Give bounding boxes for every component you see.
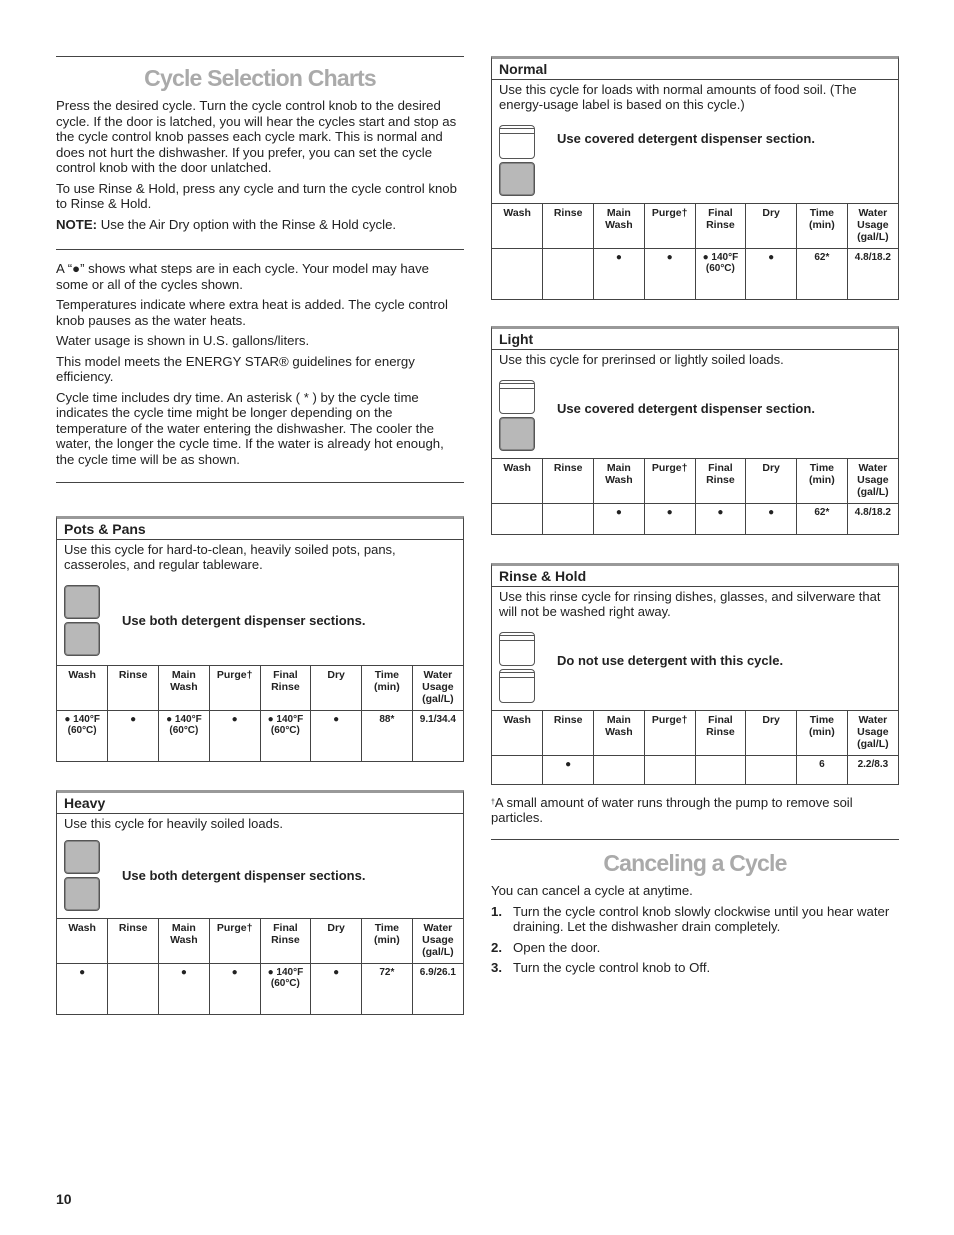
- note-text: Use the Air Dry option with the Rinse & Hold cycle.: [97, 216, 397, 232]
- table-cell: 2.2/8.3: [847, 756, 898, 785]
- cycle-name: Pots & Pans: [57, 519, 463, 540]
- table-cell: ●: [159, 964, 210, 1015]
- table-cell: [695, 756, 746, 785]
- table-cell: ●: [57, 964, 108, 1015]
- info-paragraph-1: A “●” shows what steps are in each cycle. Your model may have some or all of the cycles shown.: [56, 261, 430, 292]
- col-header: Final Rinse: [695, 204, 746, 249]
- cycle-normal: [491, 56, 899, 300]
- col-header: Wash: [492, 459, 543, 504]
- table-cell: 88*: [362, 711, 413, 762]
- table-cell: ●: [644, 249, 695, 300]
- table-cell: [543, 249, 594, 300]
- purge-footnote: [491, 795, 899, 825]
- col-header: Water Usage (gal/L): [847, 711, 898, 756]
- col-header: Water Usage (gal/L): [412, 666, 463, 711]
- table-cell: 4.8/18.2: [847, 249, 898, 300]
- dispenser-note: Use both detergent dispenser sections.: [122, 868, 366, 883]
- dispenser-cup-icon: [499, 417, 535, 451]
- step-text: Turn the cycle control knob slowly clockwise until you hear water draining. Let the dishwasher drain completely.: [513, 903, 890, 934]
- table-cell: ●: [209, 711, 260, 762]
- table-cell: [543, 504, 594, 535]
- cycle-pots-pans: [56, 516, 464, 762]
- cycle-description: Use this cycle for loads with normal amounts of food soil. (The energy-usage label is based on this cycle.): [499, 82, 857, 112]
- dispenser-note: Use covered detergent dispenser section.: [557, 401, 815, 416]
- col-header: Dry: [746, 459, 797, 504]
- cancel-intro: You can cancel a cycle at anytime.: [491, 883, 693, 898]
- cycle-steps-table: [492, 458, 898, 534]
- dispenser-cup-icon: [64, 877, 100, 911]
- list-item: [491, 904, 899, 935]
- footnote-mark: †: [491, 799, 495, 806]
- table-cell: ● 140°F (60°C): [57, 711, 108, 762]
- top-rule: [56, 56, 464, 57]
- page-title: Cycle Selection Charts: [144, 65, 376, 91]
- col-header: Dry: [746, 204, 797, 249]
- col-header: Purge†: [644, 711, 695, 756]
- cycle-steps-table: [57, 665, 463, 761]
- cycle-name: Heavy: [57, 793, 463, 814]
- table-cell: ●: [746, 249, 797, 300]
- cycle-steps-table: [492, 710, 898, 784]
- col-header: Rinse: [108, 919, 159, 964]
- list-item: [491, 940, 899, 956]
- cycle-rinse-hold: [491, 563, 899, 785]
- cycle-name: Rinse & Hold: [492, 566, 898, 587]
- table-header-row: [57, 666, 463, 711]
- col-header: Wash: [57, 666, 108, 711]
- col-header: Time (min): [362, 919, 413, 964]
- note-paragraph: [56, 217, 464, 233]
- col-header: Water Usage (gal/L): [847, 204, 898, 249]
- col-header: Purge†: [209, 919, 260, 964]
- dispenser-icon: [64, 582, 106, 659]
- table-cell: [644, 756, 695, 785]
- table-cell: [594, 756, 645, 785]
- col-header: Water Usage (gal/L): [412, 919, 463, 964]
- col-header: Rinse: [108, 666, 159, 711]
- table-cell: 72*: [362, 964, 413, 1015]
- page-number: 10: [56, 1191, 72, 1207]
- table-header-row: [57, 919, 463, 964]
- col-header: Rinse: [543, 459, 594, 504]
- step-number: 3.: [491, 960, 502, 975]
- col-header: Main Wash: [594, 711, 645, 756]
- col-header: Main Wash: [159, 919, 210, 964]
- intro-paragraph-1: Press the desired cycle. Turn the cycle control knob to the desired cycle. If the door is latched, you will hear the cycles start and stop as the cycle control knob passes each cycle mark. This is normal and does not hurt the dishwasher. If you prefer, you can set the cycle control knob with the door unlatched.: [56, 98, 457, 175]
- table-row: [492, 504, 898, 535]
- dispenser-icon: [64, 837, 106, 914]
- table-row: [492, 756, 898, 785]
- intro-paragraph-2: To use Rinse & Hold, press any cycle and turn the cycle control knob to Rinse & Hold.: [56, 180, 457, 211]
- col-header: Wash: [57, 919, 108, 964]
- col-header: Purge†: [644, 204, 695, 249]
- dispenser-cup-icon: [499, 125, 535, 159]
- table-row: [57, 964, 463, 1015]
- col-header: Water Usage (gal/L): [847, 459, 898, 504]
- table-cell: 4.8/18.2: [847, 504, 898, 535]
- dispenser-note: Do not use detergent with this cycle.: [557, 653, 784, 668]
- table-cell: ●: [594, 504, 645, 535]
- dispenser-cup-icon: [64, 622, 100, 656]
- step-number: 2.: [491, 939, 502, 955]
- col-header: Wash: [492, 711, 543, 756]
- table-row: [57, 711, 463, 762]
- dispenser-cup-icon: [499, 380, 535, 414]
- col-header: Final Rinse: [695, 711, 746, 756]
- table-cell: ●: [543, 756, 594, 785]
- table-cell: ●: [746, 504, 797, 535]
- step-text: Turn the cycle control knob to Off.: [513, 960, 711, 975]
- cycle-steps-table: [57, 918, 463, 1014]
- col-header: Time (min): [362, 666, 413, 711]
- col-header: Purge†: [644, 459, 695, 504]
- col-header: Time (min): [797, 204, 848, 249]
- info-paragraph-4: This model meets the ENERGY STAR® guidelines for energy efficiency.: [56, 353, 415, 384]
- col-header: Rinse: [543, 711, 594, 756]
- cycle-description: Use this cycle for hard-to-clean, heavily soiled pots, pans, casseroles, and regular tableware.: [64, 542, 396, 572]
- col-header: Dry: [311, 919, 362, 964]
- cycle-name: Light: [492, 329, 898, 350]
- cycle-description: Use this cycle for heavily soiled loads.: [64, 816, 283, 831]
- dispenser-cup-icon: [64, 840, 100, 874]
- table-cell: [492, 756, 543, 785]
- dispenser-icon: [499, 377, 541, 454]
- table-cell: [108, 964, 159, 1015]
- table-cell: 62*: [797, 249, 848, 300]
- cycle-description: Use this rinse cycle for rinsing dishes, glasses, and silverware that will not be washed right away.: [499, 589, 881, 619]
- cycle-heavy: [56, 790, 464, 1015]
- step-text: Open the door.: [513, 939, 601, 955]
- table-cell: [492, 504, 543, 535]
- info-paragraph-3: Water usage is shown in U.S. gallons/liters.: [56, 333, 310, 348]
- note-label: NOTE:: [56, 216, 98, 232]
- table-cell: 6: [797, 756, 848, 785]
- divider: [491, 839, 899, 840]
- table-cell: ●: [311, 964, 362, 1015]
- dispenser-icon: [499, 629, 541, 706]
- cycle-description: Use this cycle for prerinsed or lightly soiled loads.: [499, 352, 784, 367]
- dispenser-cup-icon: [64, 585, 100, 619]
- table-cell: ●: [644, 504, 695, 535]
- right-column: [491, 56, 899, 981]
- dispenser-cup-icon: [499, 162, 535, 196]
- table-cell: ● 140°F (60°C): [260, 711, 311, 762]
- table-cell: [746, 756, 797, 785]
- table-cell: ●: [311, 711, 362, 762]
- col-header: Dry: [746, 711, 797, 756]
- table-header-row: [492, 459, 898, 504]
- dispenser-icon: [499, 122, 541, 199]
- col-header: Final Rinse: [260, 919, 311, 964]
- col-header: Time (min): [797, 459, 848, 504]
- table-cell: ●: [594, 249, 645, 300]
- dispenser-note: Use both detergent dispenser sections.: [122, 613, 366, 628]
- table-cell: ● 140°F (60°C): [159, 711, 210, 762]
- dispenser-cup-icon: [499, 669, 535, 703]
- footnote-text: A small amount of water runs through the pump to remove soil particles.: [491, 795, 853, 825]
- col-header: Purge†: [209, 666, 260, 711]
- col-header: Time (min): [797, 711, 848, 756]
- col-header: Final Rinse: [260, 666, 311, 711]
- cycle-name: Normal: [492, 59, 898, 80]
- col-header: Main Wash: [594, 459, 645, 504]
- step-number: 1.: [491, 903, 502, 919]
- list-item: [491, 960, 899, 976]
- cycle-light: [491, 326, 899, 535]
- col-header: Rinse: [543, 204, 594, 249]
- table-cell: ● 140°F (60°C): [260, 964, 311, 1015]
- cancel-steps: [491, 904, 899, 976]
- info-paragraph-2: Temperatures indicate where extra heat is added. The cycle control knob pauses as the water heats.: [56, 297, 448, 328]
- cycle-steps-table: [492, 203, 898, 299]
- col-header: Main Wash: [159, 666, 210, 711]
- table-cell: ● 140°F (60°C): [695, 249, 746, 300]
- table-cell: [492, 249, 543, 300]
- info-paragraph-5: Cycle time includes dry time. An asterisk ( * ) by the cycle time indicates the cycle time might be longer depending on the temperature of the water entering the dishwasher. The cooler the water, the longer the cycle time. If the water is already hot enough, the cycle time will be as shown.: [56, 389, 444, 467]
- table-header-row: [492, 711, 898, 756]
- cancel-title: Canceling a Cycle: [603, 850, 787, 876]
- col-header: Dry: [311, 666, 362, 711]
- table-cell: ●: [695, 504, 746, 535]
- col-header: Final Rinse: [695, 459, 746, 504]
- table-cell: 9.1/34.4: [412, 711, 463, 762]
- table-header-row: [492, 204, 898, 249]
- table-cell: ●: [209, 964, 260, 1015]
- dispenser-note: Use covered detergent dispenser section.: [557, 131, 815, 146]
- table-row: [492, 249, 898, 300]
- table-cell: ●: [108, 711, 159, 762]
- col-header: Main Wash: [594, 204, 645, 249]
- table-cell: 62*: [797, 504, 848, 535]
- table-cell: 6.9/26.1: [412, 964, 463, 1015]
- left-column: [56, 56, 464, 1015]
- dispenser-cup-icon: [499, 632, 535, 666]
- col-header: Wash: [492, 204, 543, 249]
